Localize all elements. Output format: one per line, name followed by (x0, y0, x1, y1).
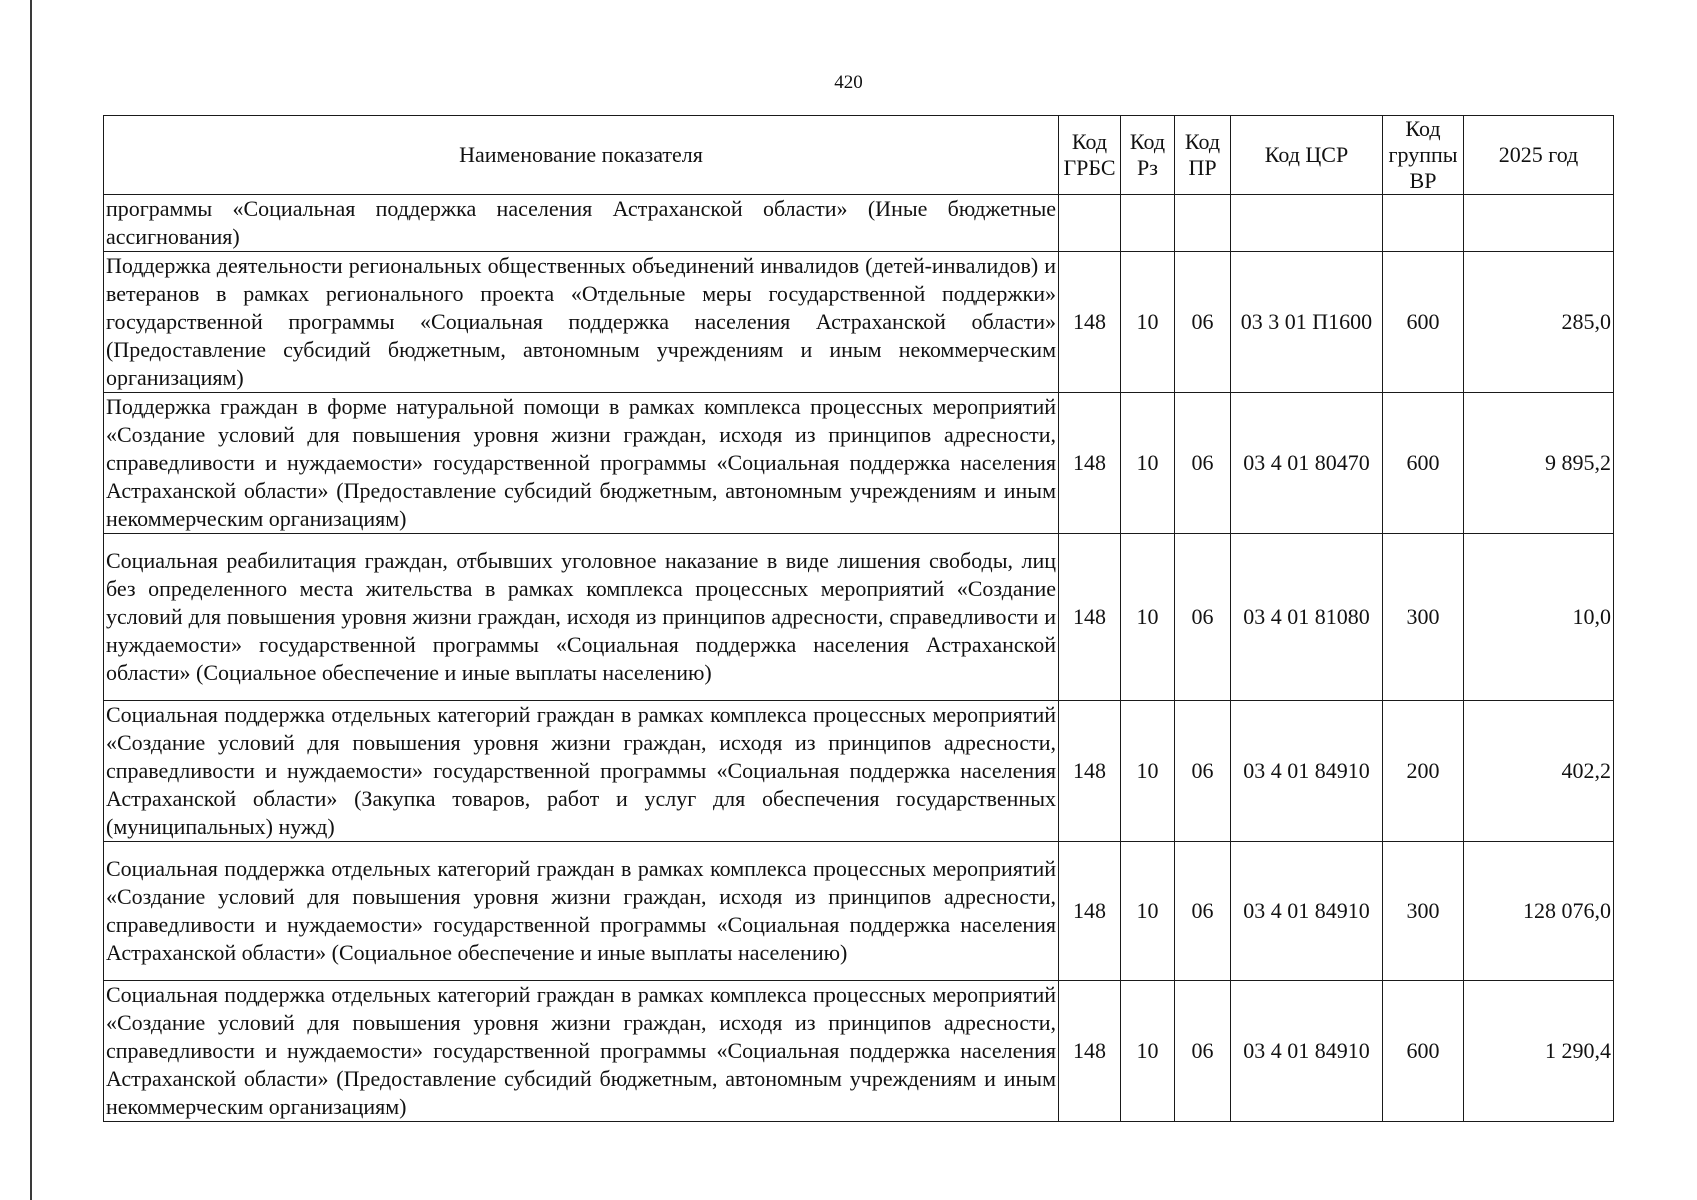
row-pr: 06 (1175, 534, 1231, 701)
row-rz: 10 (1121, 701, 1175, 842)
header-year: 2025 год (1464, 116, 1614, 195)
row-csr: 03 3 01 П1600 (1231, 252, 1383, 393)
row-rz (1121, 195, 1175, 252)
row-grbs: 148 (1059, 393, 1121, 534)
table-row (104, 981, 1614, 1122)
row-csr: 03 4 01 81080 (1231, 534, 1383, 701)
table-row (104, 534, 1614, 701)
row-name: Поддержка граждан в форме натуральной помощи в рамках комплекса процессных мероприятий «Создание условий для повышения уровня жизни граждан, исходя из принципов адресности, справедливости и нуждаемости» государственной программы «Социальная поддержка населения Астраханской области» (Предоставление субсидий бюджетным, автономным учреждениям и иным некоммерческим организациям) (104, 393, 1059, 534)
row-pr: 06 (1175, 842, 1231, 981)
row-rz: 10 (1121, 252, 1175, 393)
row-vr (1383, 195, 1464, 252)
row-value: 128 076,0 (1464, 842, 1614, 981)
row-pr: 06 (1175, 252, 1231, 393)
row-rz: 10 (1121, 842, 1175, 981)
row-csr (1231, 195, 1383, 252)
row-value: 10,0 (1464, 534, 1614, 701)
row-rz: 10 (1121, 981, 1175, 1122)
row-grbs (1059, 195, 1121, 252)
header-pr: Код ПР (1175, 116, 1231, 195)
row-csr: 03 4 01 80470 (1231, 393, 1383, 534)
header-vr: Код группы ВР (1383, 116, 1464, 195)
header-csr: Код ЦСР (1231, 116, 1383, 195)
table-row (104, 195, 1614, 252)
row-pr: 06 (1175, 981, 1231, 1122)
row-value: 285,0 (1464, 252, 1614, 393)
row-name: Социальная поддержка отдельных категорий граждан в рамках комплекса процессных мероприятий «Создание условий для повышения уровня жизни граждан, исходя из принципов адресности, справедливости и нуждаемости» государственной программы «Социальная поддержка населения Астраханской области» (Предоставление субсидий бюджетным, автономным учреждениям и иным некоммерческим организациям) (104, 981, 1059, 1122)
row-vr: 600 (1383, 981, 1464, 1122)
header-rz: Код Рз (1121, 116, 1175, 195)
row-csr: 03 4 01 84910 (1231, 842, 1383, 981)
row-value: 402,2 (1464, 701, 1614, 842)
row-name: Социальная поддержка отдельных категорий граждан в рамках комплекса процессных мероприятий «Создание условий для повышения уровня жизни граждан, исходя из принципов адресности, справедливости и нуждаемости» государственной программы «Социальная поддержка населения Астраханской области» (Закупка товаров, работ и услуг для обеспечения государственных (муниципальных) нужд) (104, 701, 1059, 842)
left-margin-line (30, 0, 32, 1200)
row-vr: 600 (1383, 252, 1464, 393)
row-grbs: 148 (1059, 842, 1121, 981)
table-row (104, 393, 1614, 534)
row-value: 1 290,4 (1464, 981, 1614, 1122)
row-vr: 200 (1383, 701, 1464, 842)
row-name: программы «Социальная поддержка населения Астраханской области» (Иные бюджетные ассигнования) (104, 195, 1059, 252)
row-vr: 300 (1383, 842, 1464, 981)
row-pr: 06 (1175, 701, 1231, 842)
row-value (1464, 195, 1614, 252)
row-pr: 06 (1175, 393, 1231, 534)
row-name: Поддержка деятельности региональных общественных объединений инвалидов (детей-инвалидов) и ветеранов в рамках регионального проекта «Отдельные меры государственной поддержки» государственной программы «Социальная поддержка населения Астраханской области» (Предоставление субсидий бюджетным, автономным учреждениям и иным некоммерческим организациям) (104, 252, 1059, 393)
row-csr: 03 4 01 84910 (1231, 981, 1383, 1122)
table-header-row (104, 116, 1614, 195)
header-grbs: Код ГРБС (1059, 116, 1121, 195)
row-grbs: 148 (1059, 534, 1121, 701)
page-number: 420 (834, 72, 863, 93)
row-rz: 10 (1121, 534, 1175, 701)
row-value: 9 895,2 (1464, 393, 1614, 534)
table-row (104, 701, 1614, 842)
row-grbs: 148 (1059, 252, 1121, 393)
budget-table (103, 115, 1614, 1122)
row-pr (1175, 195, 1231, 252)
row-vr: 300 (1383, 534, 1464, 701)
table-row (104, 252, 1614, 393)
row-grbs: 148 (1059, 981, 1121, 1122)
header-name: Наименование показателя (104, 116, 1059, 195)
row-csr: 03 4 01 84910 (1231, 701, 1383, 842)
table-row (104, 842, 1614, 981)
row-grbs: 148 (1059, 701, 1121, 842)
row-vr: 600 (1383, 393, 1464, 534)
row-name: Социальная поддержка отдельных категорий граждан в рамках комплекса процессных мероприятий «Создание условий для повышения уровня жизни граждан, исходя из принципов адресности, справедливости и нуждаемости» государственной программы «Социальная поддержка населения Астраханской области» (Социальное обеспечение и иные выплаты населению) (104, 842, 1059, 981)
row-name: Социальная реабилитация граждан, отбывших уголовное наказание в виде лишения свободы, лиц без определенного места жительства в рамках комплекса процессных мероприятий «Создание условий для повышения уровня жизни граждан, исходя из принципов адресности, справедливости и нуждаемости» государственной программы «Социальная поддержка населения Астраханской области» (Социальное обеспечение и иные выплаты населению) (104, 534, 1059, 701)
row-rz: 10 (1121, 393, 1175, 534)
